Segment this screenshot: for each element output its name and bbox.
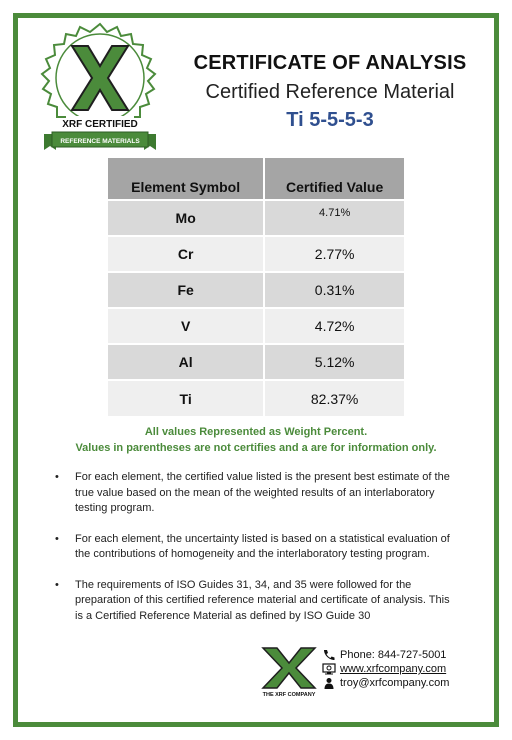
- phone-icon: [322, 649, 336, 661]
- certified-value: 4.72%: [264, 308, 404, 344]
- web-icon: [322, 663, 336, 675]
- bullet-icon: •: [55, 578, 59, 591]
- list-item-text: For each element, the certified value listed is the present best estimate of the true value based on the mean of the weighted results of an interlaboratory testing program.: [75, 471, 450, 514]
- column-header-element: Element Symbol: [108, 158, 264, 200]
- seal-title: XRF CERTIFIED: [62, 119, 138, 130]
- table-row: [108, 344, 404, 380]
- xrf-certified-seal: [30, 22, 170, 157]
- contact-email: [322, 676, 449, 690]
- table-row: [108, 200, 404, 236]
- weight-percent-note: [40, 424, 472, 456]
- table-header-row: [108, 158, 404, 200]
- list-item: [55, 532, 455, 563]
- table-row: [108, 236, 404, 272]
- table-row: [108, 380, 404, 416]
- person-icon: [322, 677, 336, 689]
- table-row: [108, 272, 404, 308]
- element-symbol: Cr: [108, 236, 264, 272]
- contact-info: [322, 648, 449, 690]
- element-symbol: Al: [108, 344, 264, 380]
- company-name: THE XRF COMPANY: [262, 692, 316, 698]
- bullet-icon: •: [55, 532, 59, 545]
- certificate-heading: [175, 52, 485, 132]
- certified-values-table: [108, 158, 404, 416]
- element-symbol: Ti: [108, 380, 264, 416]
- contact-website: [322, 662, 449, 676]
- certified-value: 5.12%: [264, 344, 404, 380]
- certified-value: 0.31%: [264, 272, 404, 308]
- contact-phone: [322, 648, 449, 662]
- element-symbol: Fe: [108, 272, 264, 308]
- website-link[interactable]: www.xrfcompany.com: [340, 663, 447, 675]
- seal-ribbon-text: REFERENCE MATERIALS: [60, 138, 140, 145]
- element-symbol: Mo: [108, 200, 264, 236]
- column-header-value: Certified Value: [264, 158, 404, 200]
- page-title: CERTIFICATE OF ANALYSIS: [193, 52, 467, 74]
- certified-value: 2.77%: [264, 236, 404, 272]
- element-symbol: V: [108, 308, 264, 344]
- phone-number: Phone: 844-727-5001: [340, 649, 447, 661]
- bullet-icon: •: [55, 471, 59, 483]
- page-subtitle: Certified Reference Material: [205, 81, 455, 103]
- xrf-company-logo: [258, 646, 320, 698]
- list-item-text: The requirements of ISO Guides 31, 34, and 35 were followed for the preparation of this certified reference material and certificate of analysis. This is a Certified Reference Material as defined by ISO Guide 30: [75, 578, 450, 622]
- certificate-notes-list: [55, 470, 455, 639]
- note-line-1: All values Represented as Weight Percent.: [144, 426, 368, 438]
- certified-value: 82.37%: [264, 380, 404, 416]
- table-row: [108, 308, 404, 344]
- alloy-name: Ti 5-5-5-3: [286, 109, 374, 131]
- list-item: [55, 578, 455, 625]
- certified-value: 4.71%: [264, 200, 404, 236]
- note-line-2: Values in parentheses are not certifies and a are for information only.: [75, 442, 437, 454]
- list-item-text: For each element, the uncertainty listed is based on a statistical evaluation of the contributions of homogeneity and the interlaboratory testing program.: [75, 532, 450, 560]
- email-address[interactable]: troy@xrfcompany.com: [340, 677, 450, 689]
- list-item: [55, 470, 455, 517]
- x-mark-icon: [263, 648, 315, 688]
